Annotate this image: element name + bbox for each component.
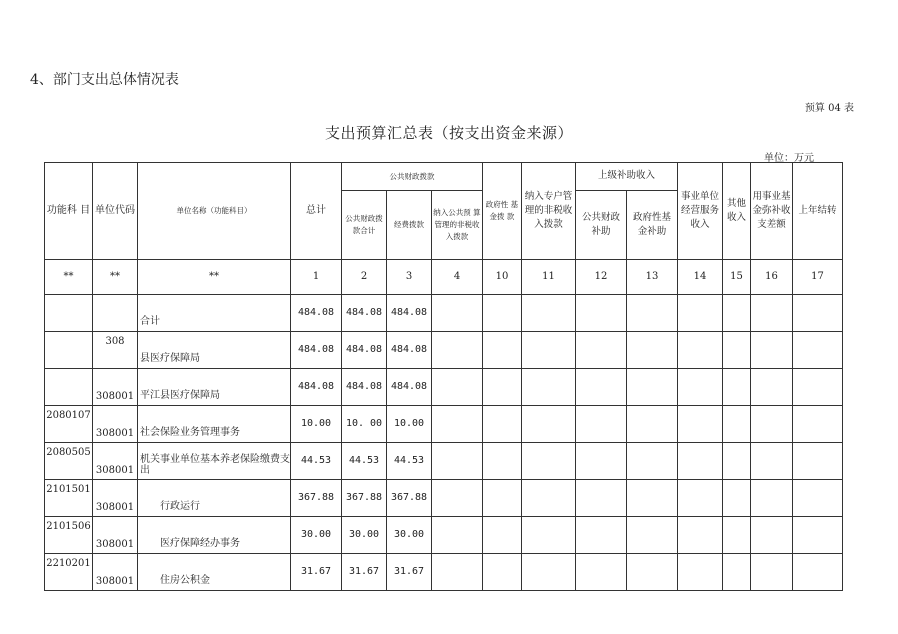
unit-code-cell: 308001 (93, 480, 138, 517)
unit-name-cell: 住房公积金 (138, 554, 291, 591)
unit-code-cell: 308001 (93, 443, 138, 480)
empty-cell (793, 554, 843, 591)
unit-code-cell: 308001 (93, 369, 138, 406)
table-row (45, 443, 843, 480)
table-row (45, 369, 843, 406)
unit-name-cell: 平江县医疗保障局 (138, 369, 291, 406)
empty-cell (678, 332, 723, 369)
public-fiscal-sum-cell: 484.08 (342, 369, 387, 406)
public-fiscal-sum-cell: 367.88 (342, 480, 387, 517)
empty-cell (723, 443, 751, 480)
header-business-income: 事业单位经营服务收入 (678, 163, 723, 260)
empty-cell (723, 332, 751, 369)
unit-name-cell: 县医疗保障局 (138, 332, 291, 369)
unit-name-cell: 行政运行 (138, 480, 291, 517)
empty-cell (522, 332, 576, 369)
public-fiscal-sum-cell: 484.08 (342, 332, 387, 369)
header-operating-alloc: 经费拨款 (387, 191, 432, 260)
empty-cell (627, 369, 678, 406)
public-fiscal-sum-cell: 30.00 (342, 517, 387, 554)
index-cell: ** (93, 260, 138, 295)
unit-name-cell: 医疗保障经办事务 (138, 517, 291, 554)
unit-name-cell: 合计 (138, 295, 291, 332)
header-special-nontax: 纳入专户管理的非税收入拨款 (522, 163, 576, 260)
empty-cell (723, 295, 751, 332)
empty-cell (483, 480, 522, 517)
unit-code-cell: 308001 (93, 517, 138, 554)
header-unit-code: 单位代码 (93, 163, 138, 260)
empty-cell (432, 295, 483, 332)
operating-alloc-cell: 44.53 (387, 443, 432, 480)
header-gov-fund-subsidy: 政府性基金补助 (627, 191, 678, 260)
public-fiscal-sum-cell: 10. 00 (342, 406, 387, 443)
func-code-cell: 2210201 (45, 554, 93, 591)
index-cell: 1 (291, 260, 342, 295)
operating-alloc-cell: 484.08 (387, 332, 432, 369)
empty-cell (432, 517, 483, 554)
total-cell: 367.88 (291, 480, 342, 517)
empty-cell (483, 517, 522, 554)
empty-cell (793, 517, 843, 554)
empty-cell (483, 332, 522, 369)
empty-cell (678, 369, 723, 406)
header-func-subject: 功能科 目 (45, 163, 93, 260)
empty-cell (432, 480, 483, 517)
empty-cell (522, 443, 576, 480)
empty-cell (483, 554, 522, 591)
unit-code-cell: 308001 (93, 406, 138, 443)
empty-cell (627, 406, 678, 443)
header-nontax-public-budget: 纳入公共预 算管理的非税收入拨款 (432, 191, 483, 260)
empty-cell (627, 295, 678, 332)
operating-alloc-cell: 30.00 (387, 517, 432, 554)
index-cell: 10 (483, 260, 522, 295)
total-cell: 30.00 (291, 517, 342, 554)
index-cell: 12 (576, 260, 627, 295)
empty-cell (678, 295, 723, 332)
empty-cell (751, 332, 793, 369)
index-cell: 4 (432, 260, 483, 295)
table-row (45, 517, 843, 554)
header-public-fiscal-subsidy: 公共财政补助 (576, 191, 627, 260)
empty-cell (432, 554, 483, 591)
index-cell: 17 (793, 260, 843, 295)
table-row (45, 295, 843, 332)
empty-cell (723, 406, 751, 443)
total-cell: 484.08 (291, 332, 342, 369)
empty-cell (678, 480, 723, 517)
operating-alloc-cell: 484.08 (387, 295, 432, 332)
func-code-cell: 2101501 (45, 480, 93, 517)
total-cell: 484.08 (291, 295, 342, 332)
func-code-cell: 2080107 (45, 406, 93, 443)
empty-cell (522, 480, 576, 517)
empty-cell (576, 406, 627, 443)
empty-cell (432, 406, 483, 443)
empty-cell (678, 554, 723, 591)
table-row (45, 332, 843, 369)
empty-cell (751, 406, 793, 443)
unit-code-cell (93, 295, 138, 332)
empty-cell (522, 369, 576, 406)
total-cell: 484.08 (291, 369, 342, 406)
table-row (45, 554, 843, 591)
func-code-cell (45, 295, 93, 332)
empty-cell (627, 554, 678, 591)
empty-cell (483, 295, 522, 332)
header-unit-name: 单位名称（功能科目） (138, 163, 291, 260)
empty-cell (576, 295, 627, 332)
empty-cell (522, 406, 576, 443)
total-cell: 31.67 (291, 554, 342, 591)
operating-alloc-cell: 31.67 (387, 554, 432, 591)
index-cell: 14 (678, 260, 723, 295)
public-fiscal-sum-cell: 31.67 (342, 554, 387, 591)
empty-cell (751, 480, 793, 517)
public-fiscal-sum-cell: 484.08 (342, 295, 387, 332)
index-cell: ** (45, 260, 93, 295)
header-superior-subsidy: 上级补助收入 (576, 163, 678, 191)
table-row (45, 406, 843, 443)
index-cell: 11 (522, 260, 576, 295)
empty-cell (576, 480, 627, 517)
index-cell: 13 (627, 260, 678, 295)
header-gov-fund: 政府性 基金拨 款 (483, 163, 522, 260)
empty-cell (751, 295, 793, 332)
empty-cell (627, 480, 678, 517)
empty-cell (627, 517, 678, 554)
total-cell: 44.53 (291, 443, 342, 480)
empty-cell (522, 295, 576, 332)
budget-table (44, 162, 843, 591)
index-cell: 16 (751, 260, 793, 295)
empty-cell (576, 332, 627, 369)
header-public-fiscal-sum: 公共财政拨款合计 (342, 191, 387, 260)
empty-cell (751, 443, 793, 480)
func-code-cell (45, 332, 93, 369)
empty-cell (793, 332, 843, 369)
empty-cell (723, 480, 751, 517)
section-title: 4、部门支出总体情况表 (30, 72, 179, 88)
table-row (45, 480, 843, 517)
empty-cell (751, 554, 793, 591)
operating-alloc-cell: 367.88 (387, 480, 432, 517)
empty-cell (483, 406, 522, 443)
index-cell: ** (138, 260, 291, 295)
empty-cell (678, 517, 723, 554)
unit-name-cell: 机关事业单位基本养老保险缴费支出 (138, 443, 291, 480)
empty-cell (793, 406, 843, 443)
header-other-income: 其他收入 (723, 163, 751, 260)
header-public-fiscal: 公共财政拨款 (342, 163, 483, 191)
empty-cell (793, 369, 843, 406)
empty-cell (522, 517, 576, 554)
func-code-cell: 2101506 (45, 517, 93, 554)
unit-name-cell: 社会保险业务管理事务 (138, 406, 291, 443)
header-total: 总计 (291, 163, 342, 260)
empty-cell (793, 295, 843, 332)
empty-cell (432, 369, 483, 406)
operating-alloc-cell: 10.00 (387, 406, 432, 443)
empty-cell (678, 406, 723, 443)
empty-cell (576, 369, 627, 406)
empty-cell (751, 369, 793, 406)
header-fund-offset: 用事业基金弥补收支差额 (751, 163, 793, 260)
index-cell: 2 (342, 260, 387, 295)
total-cell: 10.00 (291, 406, 342, 443)
empty-cell (723, 554, 751, 591)
empty-cell (627, 332, 678, 369)
index-cell: 3 (387, 260, 432, 295)
table-code: 预算 04 表 (804, 103, 854, 114)
index-cell: 15 (723, 260, 751, 295)
public-fiscal-sum-cell: 44.53 (342, 443, 387, 480)
unit-code-cell: 308 (93, 332, 138, 369)
empty-cell (432, 332, 483, 369)
empty-cell (793, 443, 843, 480)
empty-cell (627, 443, 678, 480)
header-carryover: 上年结转 (793, 163, 843, 260)
document-title: 支出预算汇总表（按支出资金来源） (324, 124, 573, 142)
empty-cell (793, 480, 843, 517)
empty-cell (678, 443, 723, 480)
empty-cell (723, 369, 751, 406)
empty-cell (483, 443, 522, 480)
empty-cell (751, 517, 793, 554)
empty-cell (432, 443, 483, 480)
func-code-cell (45, 369, 93, 406)
unit-code-cell: 308001 (93, 554, 138, 591)
empty-cell (576, 443, 627, 480)
empty-cell (723, 517, 751, 554)
empty-cell (483, 369, 522, 406)
empty-cell (576, 517, 627, 554)
empty-cell (522, 554, 576, 591)
unit-label: 单位：万元 (764, 153, 814, 164)
operating-alloc-cell: 484.08 (387, 369, 432, 406)
func-code-cell: 2080505 (45, 443, 93, 480)
empty-cell (576, 554, 627, 591)
